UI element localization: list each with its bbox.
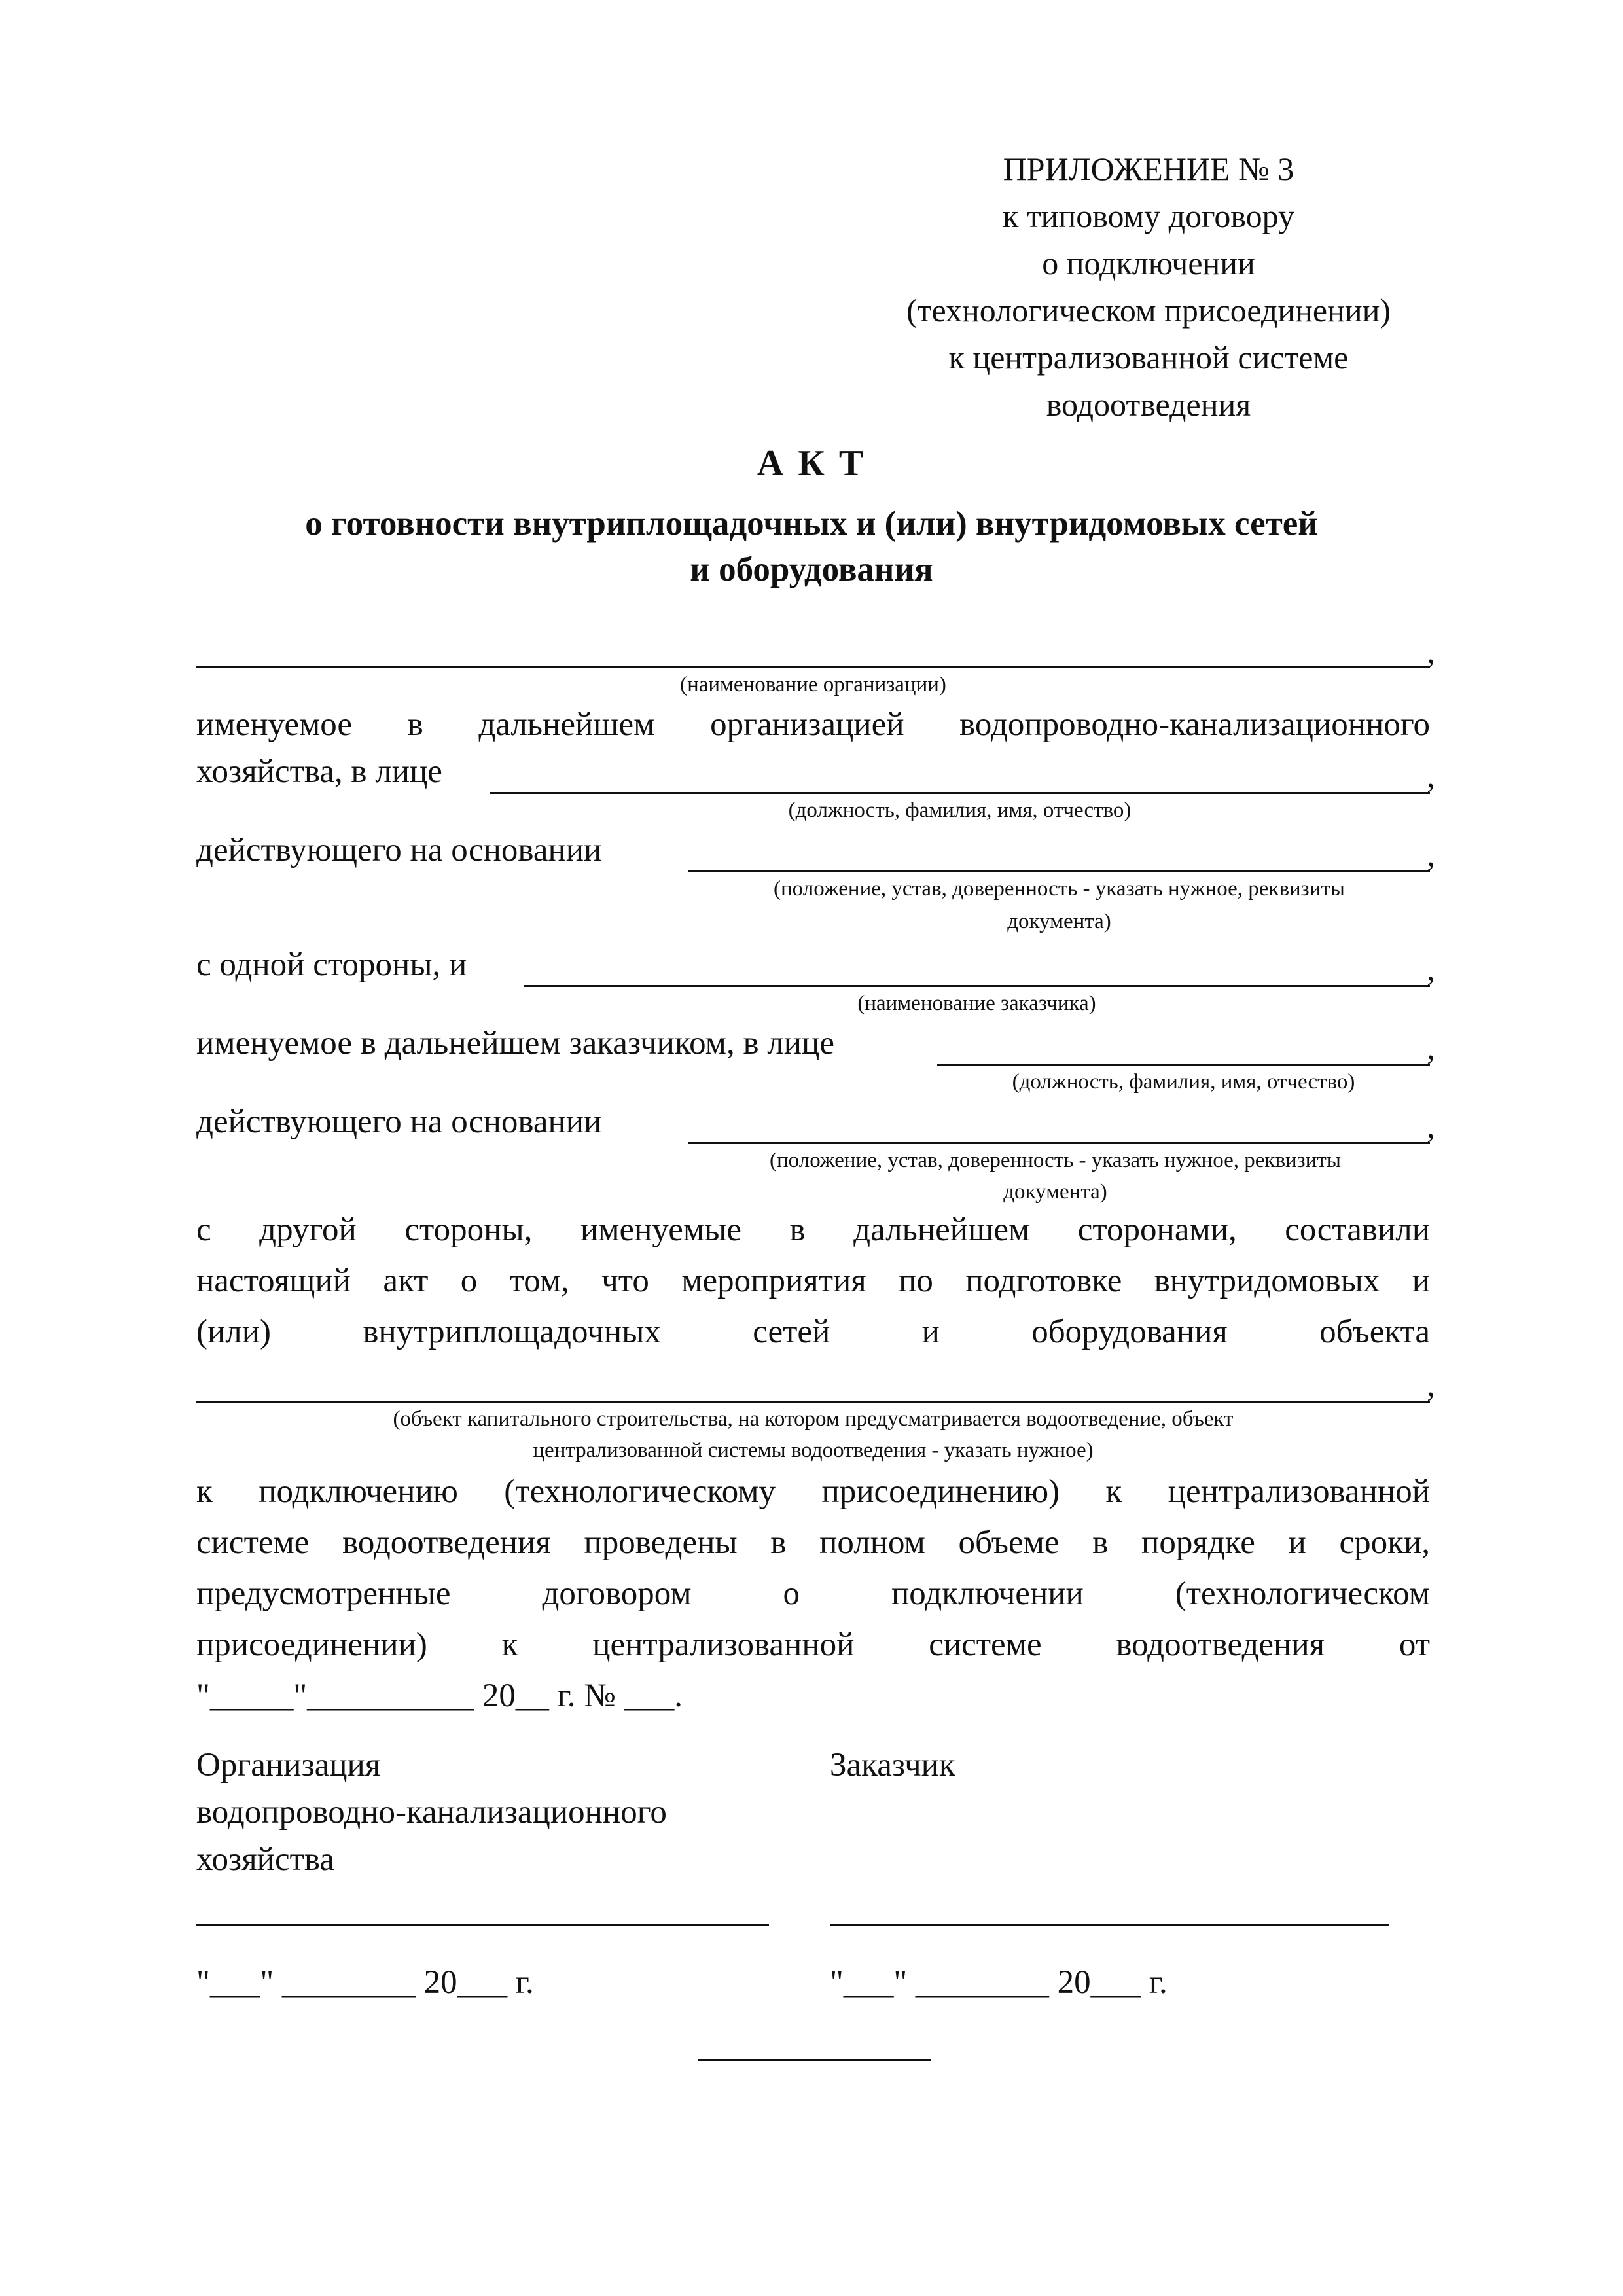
org-signature-label: хозяйства	[196, 1841, 334, 1878]
appendix-line: к централизованной системе	[948, 339, 1349, 376]
act-title-line: и оборудования	[690, 550, 933, 588]
contract-date-number: "_____"__________ 20__ г. № ___.	[196, 1677, 683, 1714]
caption-org-name: (наименование организации)	[680, 673, 946, 696]
paragraph-line: (или) внутриплощадочных сетей и оборудования объекта	[196, 1314, 1430, 1350]
paragraph-line: настоящий акт о том, что мероприятия по подготовке внутридомовых и	[196, 1263, 1430, 1299]
org-signature-label: водопроводно-канализационного	[196, 1794, 667, 1831]
paragraph-line: предусмотренные договором о подключении (технологическом	[196, 1575, 1430, 1612]
org-basis-field[interactable]	[688, 870, 1430, 872]
caption-object: централизованной системы водоотведения - указать нужное)	[533, 1439, 1094, 1462]
org-signature-label: Организация	[196, 1747, 381, 1784]
customer-signature-date: "___" ________ 20___ г.	[830, 1964, 1168, 2001]
comma: ,	[1427, 759, 1435, 795]
act-title-line: о готовности внутриплощадочных и (или) внутридомовых сетей	[305, 505, 1318, 543]
act-heading: А К Т	[757, 443, 866, 484]
caption-customer: (наименование заказчика)	[857, 992, 1096, 1015]
object-field[interactable]	[196, 1401, 1430, 1403]
paragraph-line: системе водоотведения проведены в полном объеме в порядке и сроки,	[196, 1524, 1430, 1561]
caption-position: (должность, фамилия, имя, отчество)	[1012, 1070, 1355, 1094]
caption-basis: (положение, устав, доверенность - указать нужное, реквизиты	[774, 877, 1345, 901]
paragraph-line: с другой стороны, именуемые в дальнейшем сторонами, составили	[196, 1211, 1430, 1248]
acting-text: действующего на основании	[196, 832, 602, 869]
caption-basis: документа)	[1003, 1180, 1107, 1204]
caption-object: (объект капитального строительства, на котором предусматривается водоотведение, объект	[393, 1407, 1234, 1431]
appendix-line: о подключении	[1042, 245, 1255, 281]
customer-signature-field[interactable]	[830, 1924, 1389, 1926]
customer-name-field[interactable]	[524, 985, 1430, 987]
acting-text: действующего на основании	[196, 1103, 602, 1140]
comma: ,	[1427, 1109, 1435, 1145]
org-signature-field[interactable]	[196, 1924, 769, 1926]
customer-signature-label: Заказчик	[830, 1747, 955, 1784]
comma: ,	[1427, 1367, 1435, 1404]
org-name-field[interactable]	[196, 666, 1430, 668]
customer-text: именуемое в дальнейшем заказчиком, в лице	[196, 1025, 834, 1062]
one-side-text: с одной стороны, и	[196, 946, 467, 983]
customer-basis-field[interactable]	[688, 1142, 1430, 1144]
customer-representative-field[interactable]	[937, 1064, 1430, 1066]
appendix-line: водоотведения	[1046, 386, 1251, 423]
org-text: хозяйства, в лице	[196, 753, 442, 790]
appendix-line: к типовому договору	[1003, 198, 1294, 234]
caption-basis: (положение, устав, доверенность - указать нужное, реквизиты	[770, 1149, 1341, 1172]
org-signature-date: "___" ________ 20___ г.	[196, 1964, 534, 2001]
org-text: именуемое в дальнейшем организацией водопроводно-канализационного	[196, 706, 1430, 743]
comma: ,	[1427, 837, 1435, 874]
appendix-number: ПРИЛОЖЕНИЕ № 3	[1003, 151, 1294, 187]
footer-divider	[698, 2059, 931, 2061]
caption-basis: документа)	[1007, 910, 1111, 933]
comma: ,	[1427, 634, 1435, 671]
org-representative-field[interactable]	[490, 792, 1430, 794]
paragraph-line: к подключению (технологическому присоединению) к централизованной	[196, 1473, 1430, 1510]
paragraph-line: присоединении) к централизованной системе водоотведения от	[196, 1626, 1430, 1663]
comma: ,	[1427, 952, 1435, 988]
comma: ,	[1427, 1030, 1435, 1067]
caption-position: (должность, фамилия, имя, отчество)	[788, 798, 1132, 822]
appendix-line: (технологическом присоединении)	[906, 292, 1391, 329]
